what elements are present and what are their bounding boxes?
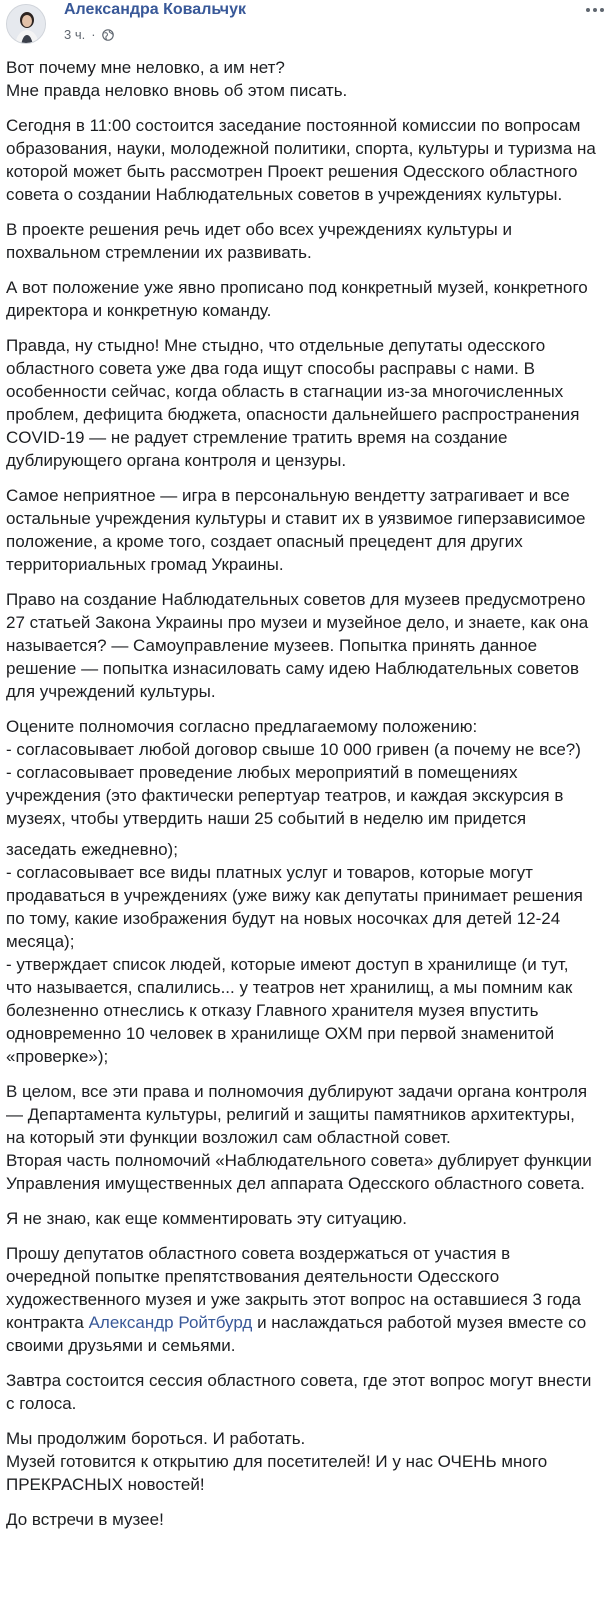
post-paragraph: заседать ежедневно); - согласовывает все виды платных услуг и товаров, которые могут продаваться в учреждениях (уже вижу как депутаты принимает решения по тому, какие изображения будут на новых носочках для детей 12-24 месяца); - утверждает список людей, которые имеют доступ в хранилище (и тут, что называется, спалились... у театров нет хранилищ, а мы помним как болезненно отнеслись к отказу Главного хранителя музея впустить одновременно 10 человек в хранилище ОХМ при первой знаменитой «проверке»); [6,840,583,1066]
post-paragraph: Завтра состоится сессия областного совета, где этот вопрос могут внести с голоса. [6,1371,592,1413]
post-paragraph: Право на создание Наблюдательных советов для музеев предусмотрено 27 статьей Закона Украины про музеи и музейное дело, и знаете, как она называется? — Самоуправление музеев. Попытка принять данное решение — попытка изнасиловать саму идею Наблюдательных советов для учреждений культуры. [6,590,589,701]
post-paragraph: А вот положение уже явно прописано под конкретный музей, конкретного директора и конкретную команду. [6,278,588,320]
post-paragraph-plea [6,1242,596,1357]
meta-separator: · [91,27,96,42]
post-paragraph: Сегодня в 11:00 состоится заседание постоянной комиссии по вопросам образования, науки, молодежной политики, спорта, культуры и туризма на которой может быть рассмотрен Проект решения Одесского областного совета о создании Наблюдательных советов в учреждениях культуры. [6,116,596,204]
post-paragraph: Я не знаю, как еще комментировать эту ситуацию. [6,1209,407,1228]
post-paragraph: Мы продолжим бороться. И работать. Музей готовится к открытию для посетителей! И у нас ОЧЕНЬ много ПРЕКРАСНЫХ новостей! [6,1429,548,1494]
author-name-link[interactable]: Александра Ковальчук [64,1,246,18]
post-paragraph: В проекте решения речь идет обо всех учреждениях культуры и похвальном стремлении их развивать. [6,220,512,262]
globe-icon[interactable] [102,29,114,41]
author-avatar[interactable] [6,4,46,44]
tagged-person-link[interactable]: Александр Ройтбурд [88,1313,253,1332]
post-header [0,0,613,58]
more-horizontal-icon[interactable] [583,2,607,18]
post-paragraph: Самое неприятное — игра в персональную вендетту затрагивает и все остальные учреждения культуры и ставит их в уязвимое гиперзависимое положение, а кроме того, создает опасный прецедент для других территориальных громад Украины. [6,486,586,574]
post-paragraph: В целом, все эти права и полномочия дублируют задачи органа контроля — Департамента культуры, религий и защиты памятников архитектуры, на который эти функции возложил сам областной совет. Вторая часть полномочий «Наблюдательного совета» дублирует функции Управления имущественных дел аппарата Одесского областного совета. [6,1082,592,1193]
avatar-photo [7,5,46,44]
post-paragraph: До встречи в музее! [6,1510,164,1529]
post-paragraph: Вот почему мне неловко, а им нет? Мне правда неловко вновь об этом писать. [6,58,348,100]
post-paragraph: Правда, ну стыдно! Мне стыдно, что отдельные депутаты одесского областного совета уже два года ищут способы расправы с нами. В особенности сейчас, когда область в стагнации из-за многочисленных проблем, дефицита бюджета, опасности дальнейшего распространения COVID-19 — не радует стремление тратить время на создание дублирующего органа контроля и цензуры. [6,336,580,470]
plea-text-before: Прошу депутатов областного совета воздержаться от участия в очередной попытке препятствования деятельности Одесского художественного музея и уже закрыть этот вопрос на оставшиеся 3 года контракта [6,1244,582,1332]
plea-text-after: и наслаждаться работой музея вместе со своими друзьями и семьями. [6,1313,587,1355]
post-timestamp[interactable]: 3 ч. [64,27,86,42]
post-meta [64,27,114,42]
post-paragraph: Оцените полномочия согласно предлагаемому положению: - согласовывает любой договор свыше 10 000 гривен (а почему не все?) - согласовывает проведение любых мероприятий в помещениях учреждения (это фактически репертуар театров, и каждая экскурсия в музеях, чтобы утвердить наши 25 событий в неделю им придется [6,717,581,828]
post-body [6,56,596,1543]
